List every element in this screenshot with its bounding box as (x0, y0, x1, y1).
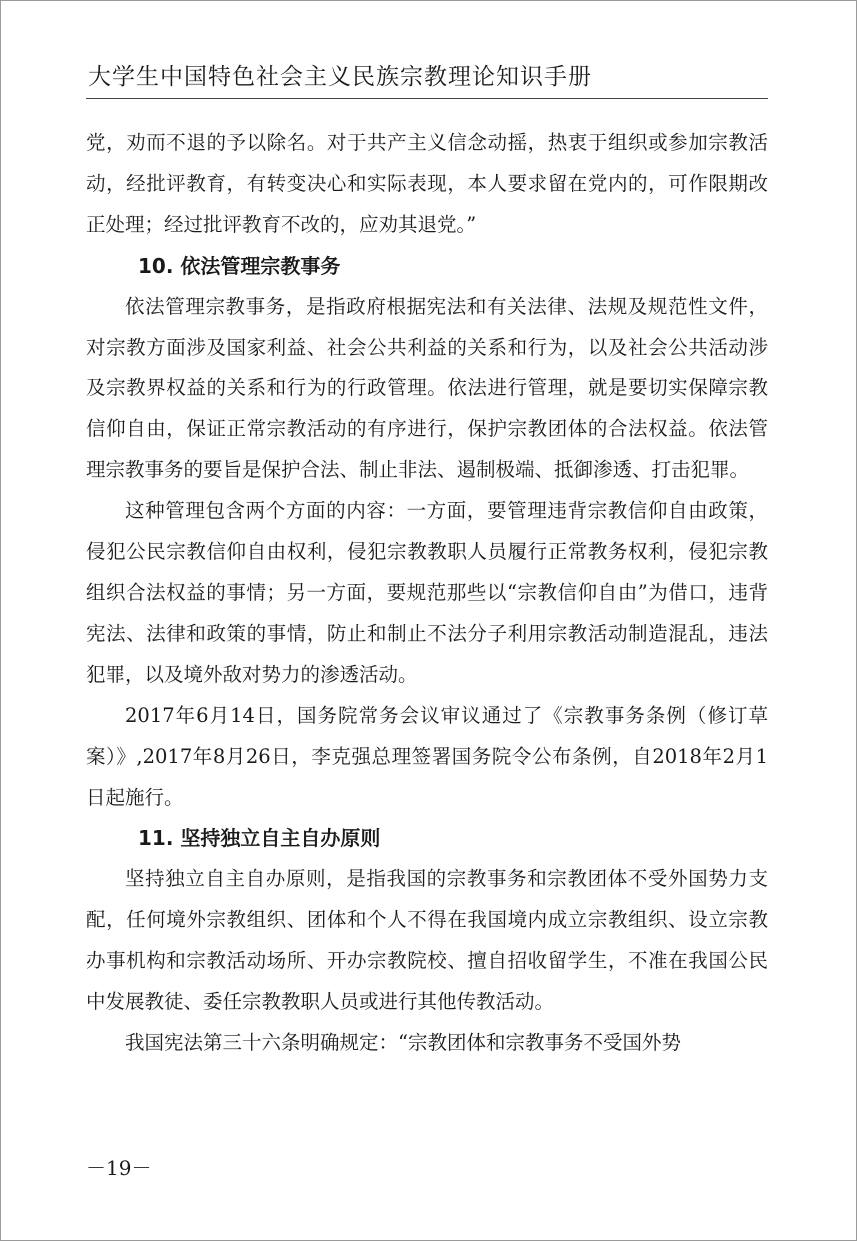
section-10-paragraph-1: 依法管理宗教事务，是指政府根据宪法和有关法律、法规及规范性文件，对宗教方面涉及国家利益、社会公共利益的关系和行为，以及社会公共活动涉及宗教界权益的关系和行为的行政管理。依法进行管理，就是要切实保障宗教信仰自由，保证正常宗教活动的有序进行，保护宗教团体的合法权益。依法管理宗教事务的要旨是保护合法、制止非法、遏制极端、抵御渗透、打击犯罪。 (86, 294, 768, 482)
running-header: 大学生中国特色社会主义民族宗教理论知识手册 (88, 64, 592, 90)
page-number: －19－ (86, 1156, 152, 1180)
section-10-paragraph-3: 2017年6月14日，国务院常务会议审议通过了《宗教事务条例（修订草案）》,2017年8月26日，李克强总理签署国务院令公布条例，自2018年2月1日起施行。 (86, 703, 768, 809)
section-11-heading: 11. 坚持独立自主自办原则 (138, 826, 381, 851)
header-rule (86, 98, 768, 99)
section-10-heading: 10. 依法管理宗教事务 (138, 253, 341, 278)
body-text (86, 123, 768, 1064)
section-10-paragraph-2: 这种管理包含两个方面的内容：一方面，要管理违背宗教信仰自由政策，侵犯公民宗教信仰自由权利，侵犯宗教教职人员履行正常教务权利，侵犯宗教组织合法权益的事情；另一方面，要规范那些以“宗教信仰自由”为借口，违背宪法、法律和政策的事情，防止和制止不法分子利用宗教活动制造混乱，违法犯罪，以及境外敌对势力的渗透活动。 (86, 499, 768, 686)
section-11-paragraph-2: 我国宪法第三十六条明确规定：“宗教团体和宗教事务不受国外势 (125, 1030, 681, 1054)
paragraph-continued: 党，劝而不退的予以除名。对于共产主义信念动摇，热衷于组织或参加宗教活动，经批评教育，有转变决心和实际表现，本人要求留在党内的，可作限期改正处理；经过批评教育不改的，应劝其退党。” (86, 131, 768, 236)
section-11-paragraph-1: 坚持独立自主自办原则，是指我国的宗教事务和宗教团体不受外国势力支配，任何境外宗教组织、团体和个人不得在我国境内成立宗教组织、设立宗教办事机构和宗教活动场所、开办宗教院校、擅自招收留学生，不准在我国公民中发展教徒、委任宗教教职人员或进行其他传教活动。 (86, 867, 768, 1014)
